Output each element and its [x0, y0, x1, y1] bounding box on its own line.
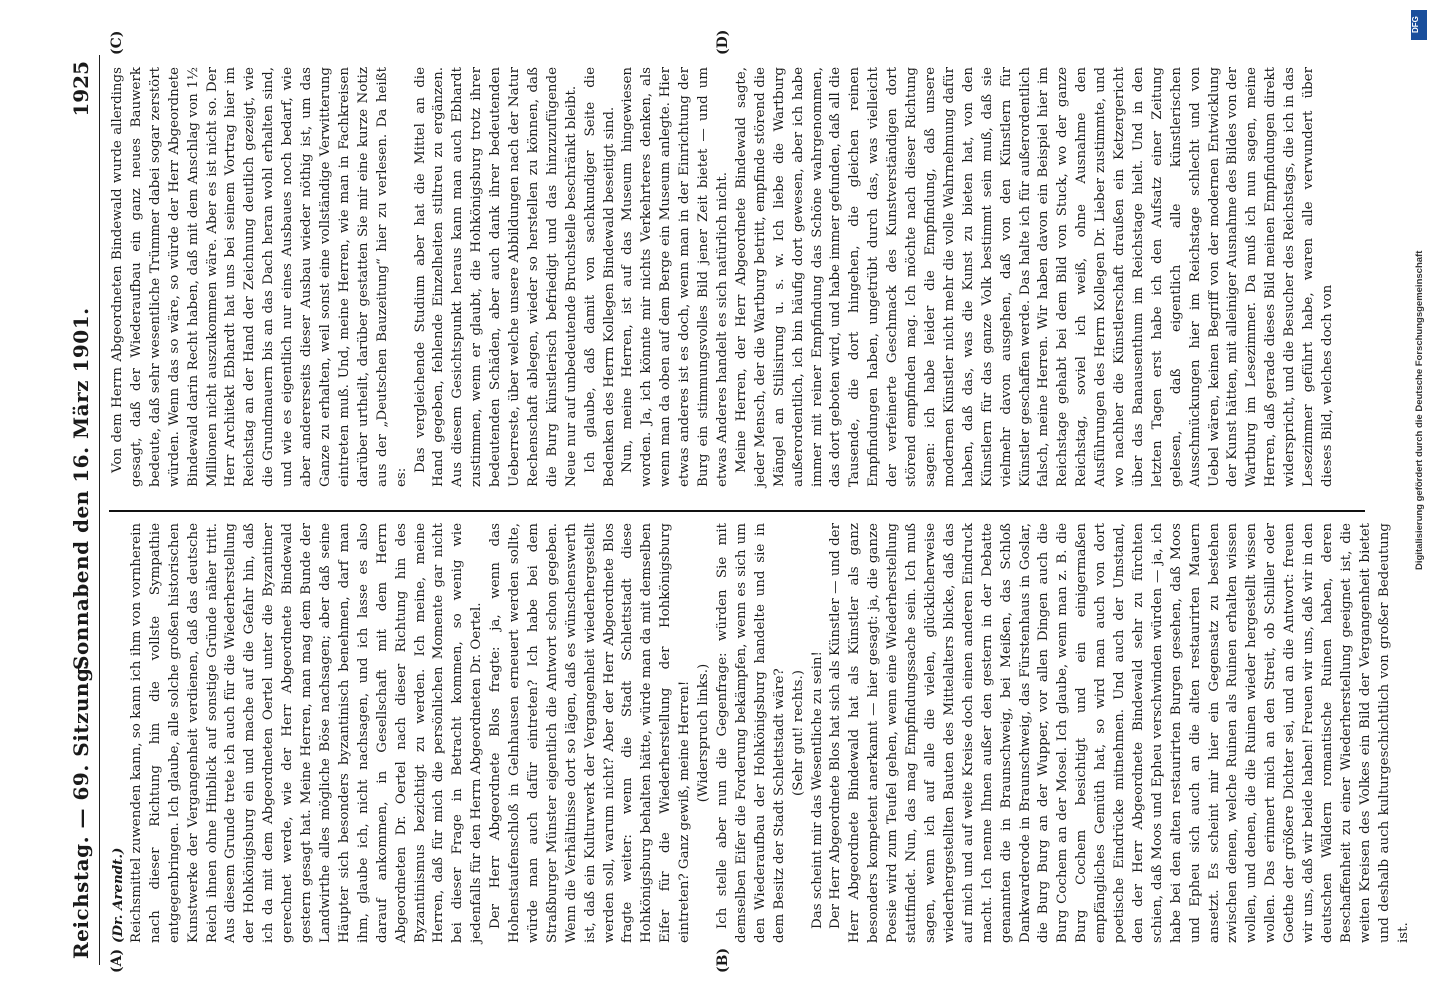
page-header [65, 55, 100, 965]
left-column [109, 523, 1411, 943]
left-paragraph: Reichsmittel zuwenden kann, so kann ich ihm von vornherein nach dieser Richtung hin die vollste Sympathie entgegenbringen. Ich glaube, alle solche großen historischen Kunstwerke der Vergangenheit verdienen, daß das deutsche Reich ihnen ohne Hinblick auf sonstige Gründe näher tritt. Aus diesem Grunde trete ich auch für die Wiederherstellung der Hohkönigsburg ein und mache auf die Gefahr hin, daß ich da mit dem Abgeordneten Oertel unter die Byzantiner gerechnet werde, wie der Herr Abgeordnete Bindewald gestern gesagt hat. Meine Herren, man mag dem Bunde der Landwirthe alles mögliche Böse nachsagen; aber daß seine Häupter sich besonders byzantinisch benehmen, darf man ihm, glaube ich, nicht nachsagen, und ich lasse es also darauf ankommen, in Gesellschaft mit dem Herrn Abgeordneten Dr. Oertel nach dieser Richtung hin des Byzantinismus bezichtigt zu werden. Ich meine, meine Herren, daß für mich die persönlichen Momente gar nicht bei dieser Frage in Betracht kommen, so wenig wie jedenfalls für den Herrn Abgeordneten Dr. Oertel. [128, 523, 485, 943]
left-paragraph: Das scheint mir das Wesentliche zu sein! [809, 651, 825, 929]
left-paragraph: Ich stelle aber nun die Gegenfrage: würden Sie mit demselben Eifer die Forderung bekämpfen, wenn es sich um den Wiederaufbau der Hohkönigsburg handelte und sie in dem Besitz der Stadt Schlettstadt wäre? [715, 523, 787, 943]
page-number: 1925 [69, 61, 93, 117]
header-left-title: Reichstag. — 69. Sitzung. [69, 660, 93, 959]
margin-mark-a: (A) [109, 948, 125, 973]
right-paragraph: Von dem Herrn Abgeordneten Bindewald wurde allerdings gesagt, daß der Wiederaufbau ein ganz neues Bauwerk bedeute, daß sehr wesentliche Trümmer dabei sogar zerstört würden. Wenn das so wäre, so würde der Herr Abgeordnete Bindewald darin Recht haben, daß mit dem Anschlag von 1½ Millionen nicht auszukommen wäre. Aber es ist nicht so. Der Herr Architekt Ebhardt hat uns bei seinem Vortrag hier im Reichstag an der Hand der Zeichnung deutlich gezeigt, wie die Grundmauern bis an das Dach heran wohl erhalten sind, und wie es eigentlich nur eines Ausbaues noch bedarf, wie aber andererseits dieser Ausbau wieder nöthig ist, um das Ganze zu erhalten, weil sonst eine vollständige Verwitterung eintreten muß. Und, meine Herren, wie man in Fachkreisen darüber urtheilt, darüber gestatten Sie mir eine kurze Notiz aus der „Deutschen Bauzeitung“ hier zu verlesen. Da heißt es: [110, 67, 409, 487]
interjection: (Widerspruch links.) [696, 663, 712, 803]
column-divider [109, 510, 1365, 512]
margin-mark-d: (D) [715, 29, 731, 55]
header-date-title: Sonnabend den 16. März 1901. [69, 307, 93, 670]
left-paragraph: Der Herr Abgeordnete Blos fragte: ja, wenn das Hohenstaufenschloß in Gelnhausen erneuert werden sollte, würde man auch dafür eintreten? Ich habe bei dem Straßburger Münster eigentlich die Antwort schon gegeben. Wenn die Verhältnisse dort so lägen, daß es wünschenswerth ist, daß ein Kulturwerk der Vergangenheit wiederhergestellt werden soll, warum nicht? Aber der Herr Abgeordnete Blos fragte weiter: wenn die Stadt Schlettstadt diese Hohkönigsburg behalten hätte, würde man da mit demselben Eifer für die Wiederherstellung der Hohkönigsburg eintreten? Ganz gewiß, meine Herren! [488, 523, 693, 943]
dfg-logo-icon: DFG [1411, 10, 1427, 40]
left-paragraph: Der Herr Abgeordnete Blos hat sich als Künstler — und der Herr Abgeordnete Bindewald hat als Künstler als ganz besonders kompetent anerkannt — hier gesagt: ja, die ganze Poesie wird zum Teufel gehen, wenn eine Wiederherstellung stattfindet. Nun, das mag Empfindungssache sein. Ich muß sagen, wenn ich auf alle die vielen, glücklicherweise wiederhergestellten Bauten des Mittelalters blicke, daß das auf mich und auf weite Kreise doch einen anderen Eindruck macht. Ich nenne Ihnen außer den gestern in der Debatte genannten die in Braunschweig, bei Meißen, das Schloß Dankwarderode in Braunschweig, das Fürstenhaus in Goslar, die Burg Burg an der Wupper, vor allen Dingen auch die Burg Cochem an der Mosel. Ich glaube, wenn man z. B. die Burg Cochem besichtigt und ein einigermaßen empfängliches Gemüth hat, so wird man auch von dort poetische Eindrücke mitnehmen. Und auch der Umstand, den der Herr Abgeordnete Bindewald sehr zu fürchten schien, daß Moos und Epheu verschwinden würden — ja, ich habe bei den alten restaurirten Burgen gesehen, daß Moos und Epheu sich auch an die alten restaurirten Mauern ansetzt. Es scheint mir hier ein Gegensatz zu bestehen zwischen denen, welche Ruinen als Ruinen erhalten wissen wollen, und denen, die die Ruinen wieder hergestellt wissen wollen. Das erinnert mich an den Streit, ob Schiller oder Goethe der größere Dichter sei, und an die Antwort: freuen wir uns, daß wir beide haben! Freuen wir uns, daß wir in den deutschen Wäldern romantische Ruinen haben, deren Beschaffenheit zu einer Wiederherstellung geeignet ist, die weiten Kreisen des Volkes ein Bild der Vergangenheit bietet und deshalb auch kulturgeschichtlich von großer Bedeutung ist. [828, 523, 1411, 943]
right-paragraph: Meine Herren, der Herr Abgeordnete Bindewald sagte, jeder Mensch, der die Wartburg betritt, empfinde störend die Mängel an Stilisirung u. s. w. Ich liebe die Wartburg außerordentlich, ich bin häufig dort gewesen, aber ich habe immer mit reiner Empfindung das Schöne wahrgenommen, das dort geboten wird, und habe immer gefunden, daß all die Tausende, die dort hingehen, die gleichen reinen Empfindungen haben, ungetrübt durch das, was vielleicht der verfeinerte Geschmack des Kunstverständigen dort störend empfinden mag. Ich möchte nach dieser Richtung sagen: ich habe leider die Empfindung, daß unsere modernen Künstler nicht mehr die volle Wahrnehmung dafür haben, daß das, was die Kunst zu bieten hat, von den Künstlern für das ganze Volk bestimmt sein muß, daß sie vielmehr davon ausgehen, daß von den Künstlern für Künstler geschaffen werde. Das halte ich für außerordentlich falsch, meine Herren. Wir haben davon ein Beispiel hier im Reichstage gehabt bei dem Bild von Stuck, wo der ganze Reichstag, soviel ich weiß, ohne Ausnahme den Ausführungen des Herrn Kollegen Dr. Lieber zustimmte, und wo nachher die Künstlerschaft draußen ein Ketzergericht über das Banausenthum im Reichstage hielt. Und in den letzten Tagen erst habe ich den Aufsatz einer Zeitung gelesen, daß eigentlich alle künstlerischen Ausschmückungen hier im Reichstage schlecht und von Uebel wären, keinen Begriff von der modernen Entwicklung der Kunst hätten, mit alleiniger Ausnahme des Bildes von der Wartburg im Lesezimmer. Da muß ich nun sagen, meine Herren, daß gerade dieses Bild meinen Empfindungen direkt widerspricht, und die Besucher des Reichstags, die ich in das Lesezimmer geführt habe, waren alle verwundert über dieses Bild, welches doch von [733, 67, 1335, 487]
interjection: (Sehr gut! rechts.) [790, 670, 806, 797]
digitization-note: Digitalisierung gefördert durch die Deutsche Forschungsgemeinschaft [1414, 250, 1425, 570]
document-page [65, 29, 1411, 973]
right-paragraph: Nun, meine Herren, ist auf das Museum hingewiesen worden. Ja, ich könnte mir nichts Verkehrteres denken, als wenn man da oben auf dem Berge ein Museum anlegte. Hier etwas anderes ist es doch, wenn man in der Einrichtung der Burg ein stimmungsvolles Bild jener Zeit bietet — und um etwas Anderes handelt es sich natürlich nicht. [620, 67, 730, 487]
speaker-label: (Dr. Arendt.) [110, 847, 126, 943]
right-paragraph: Das vergleichende Studium aber hat die Mittel an die Hand gegeben, fehlende Einzelheiten stiltreu zu ergänzen. Aus diesem Gesichtspunkt heraus kann man auch Ebhardt zustimmen, wenn er glaubt, die Hohkönigsburg trotz ihrer bedeutenden Schäden, aber auch dank ihrer bedeutenden Ueberreste, über welche unsere Abbildungen nach der Natur Rechenschaft ablegen, wieder so herstellen zu können, daß die Burg künstlerisch befriedigt und das hinzuzufügende Neue nur auf unbedeutende Bruchstelle beschränkt bleibt. [412, 67, 579, 487]
right-paragraph: Ich glaube, daß damit von sachkundiger Seite die Bedenken des Herrn Kollegen Bindewald beseitigt sind. [582, 67, 617, 487]
right-column [109, 67, 1365, 487]
margin-mark-b: (B) [715, 947, 731, 973]
margin-mark-c: (C) [109, 30, 125, 55]
digitization-sidenote [1410, 10, 1430, 990]
